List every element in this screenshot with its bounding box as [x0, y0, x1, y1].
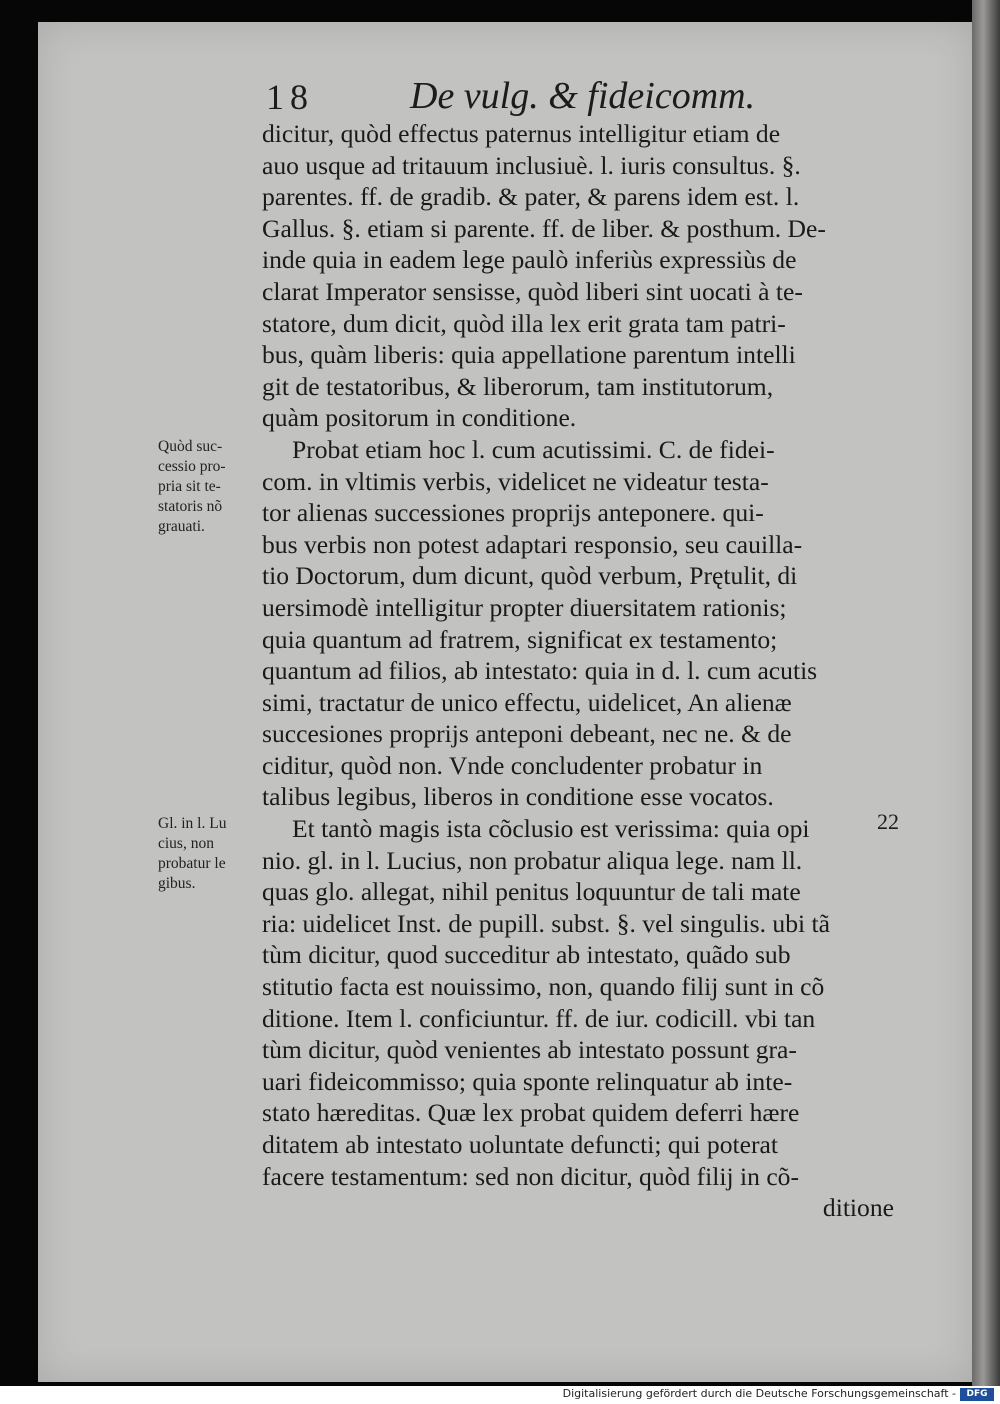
text-line: clarat Imperator sensisse, quòd liberi sint uocati à te- [262, 276, 803, 306]
text-line: tùm dicitur, quòd venientes ab intestato possunt gra- [262, 1035, 797, 1065]
text-line: parentes. ff. de gradib. & pater, & parens idem est. l. [262, 182, 800, 212]
running-title: De vulg. & fideicomm. [410, 75, 756, 117]
marginal-number: 22 [877, 809, 899, 834]
text-line: dicitur, quòd effectus paternus intelligitur etiam de [262, 119, 781, 148]
text-line: stitutio facta est nouissimo, non, quando filij sunt in cõ [262, 972, 825, 1002]
margin-note-line: Gl. in l. Lu [158, 815, 227, 832]
text-line: ditatem ab intestato uoluntate defuncti; qui poterat [262, 1130, 778, 1159]
text-line: ria: uidelicet Inst. de pupill. subst. §. vel singulis. ubi tã [262, 908, 830, 938]
text-line: quàm positorum in conditione. [262, 403, 577, 433]
text-line: Gallus. §. etiam si parente. ff. de liber. & posthum. De- [262, 213, 826, 243]
text-line: facere testamentum: sed non dicitur, quòd filij in cõ- [262, 1161, 799, 1191]
text-line: talibus legibus, liberos in conditione esse vocatos. [262, 782, 774, 812]
text-line: quia quantum ad fratrem, significat ex testamento; [262, 624, 778, 654]
text-line: tio Doctorum, dum dicunt, quòd verbum, Prętulit, di [262, 561, 798, 591]
text-line: com. in vltimis verbis, videlicet ne videatur testa- [262, 466, 769, 496]
book-edge [972, 0, 1000, 1386]
margin-note-line: cessio pro- [158, 458, 226, 475]
main-text [262, 118, 902, 1224]
text-line: simi, tractatur de unico effectu, uidelicet, An alienæ [262, 687, 792, 717]
margin-note [158, 814, 262, 894]
text-line: quantum ad filios, ab intestato: quia in d. l. cum acutis [262, 656, 818, 686]
dfg-logo: DFG [960, 1388, 994, 1401]
text-line: Et tantò magis ista cõclusio est verissima: quia opi [292, 814, 810, 844]
margin-note-line: probatur le [158, 855, 226, 872]
text-line: Probat etiam hoc l. cum acutissimi. C. de fidei- [292, 434, 775, 464]
text-line: bus, quàm liberis: quia appellatione parentum intelli [262, 340, 796, 370]
text-line: statore, dum dicit, quòd illa lex erit grata tam patri- [262, 308, 786, 338]
margin-note-line: gibus. [158, 875, 196, 892]
text-line: uari fideicommisso; quia sponte relinquatur ab inte- [262, 1066, 793, 1096]
text-line: tùm dicitur, quod succeditur ab intestato, quãdo sub [262, 940, 791, 970]
text-line: git de testatoribus, & liberorum, tam institutorum, [262, 371, 774, 401]
page-header [260, 72, 820, 124]
text-line: uersimodè intelligitur propter diuersitatem rationis; [262, 592, 787, 622]
text-line: tor alienas successiones proprijs anteponere. qui- [262, 498, 764, 528]
margin-note [158, 437, 262, 537]
margin-note-line: Quòd suc- [158, 438, 223, 455]
funding-notice: Digitalisierung gefördert durch die Deutsche Forschungsgemeinschaft - [562, 1387, 956, 1400]
text-line: quas glo. allegat, nihil penitus loquuntur de tali mate [262, 877, 801, 907]
page-number: 18 [266, 77, 314, 117]
catchword: ditione [822, 1193, 894, 1223]
text-line: auo usque ad tritauum inclusiuè. l. iuris consultus. §. [262, 150, 801, 180]
text-line: ciditur, quòd non. Vnde concludenter probatur in [262, 750, 763, 780]
margin-note-line: grauati. [158, 518, 205, 535]
margin-note-line: cius, non [158, 835, 214, 852]
text-line: ditione. Item l. conficiuntur. ff. de iur. codicill. vbi tan [262, 1003, 816, 1033]
footer-bar [0, 1386, 1000, 1404]
text-line: succesiones proprijs anteponi debeant, nec ne. & de [262, 719, 792, 749]
margin-note-line: statoris nõ [158, 498, 223, 515]
margin-note-line: pria sit te- [158, 478, 221, 495]
text-line: stato hæreditas. Quæ lex probat quidem deferri hære [262, 1098, 800, 1128]
text-line: bus verbis non potest adaptari responsio, seu cauilla- [262, 529, 803, 559]
text-line: inde quia in eadem lege paulò inferiùs expressiùs de [262, 245, 797, 275]
text-line: nio. gl. in l. Lucius, non probatur aliqua lege. nam ll. [262, 845, 803, 875]
